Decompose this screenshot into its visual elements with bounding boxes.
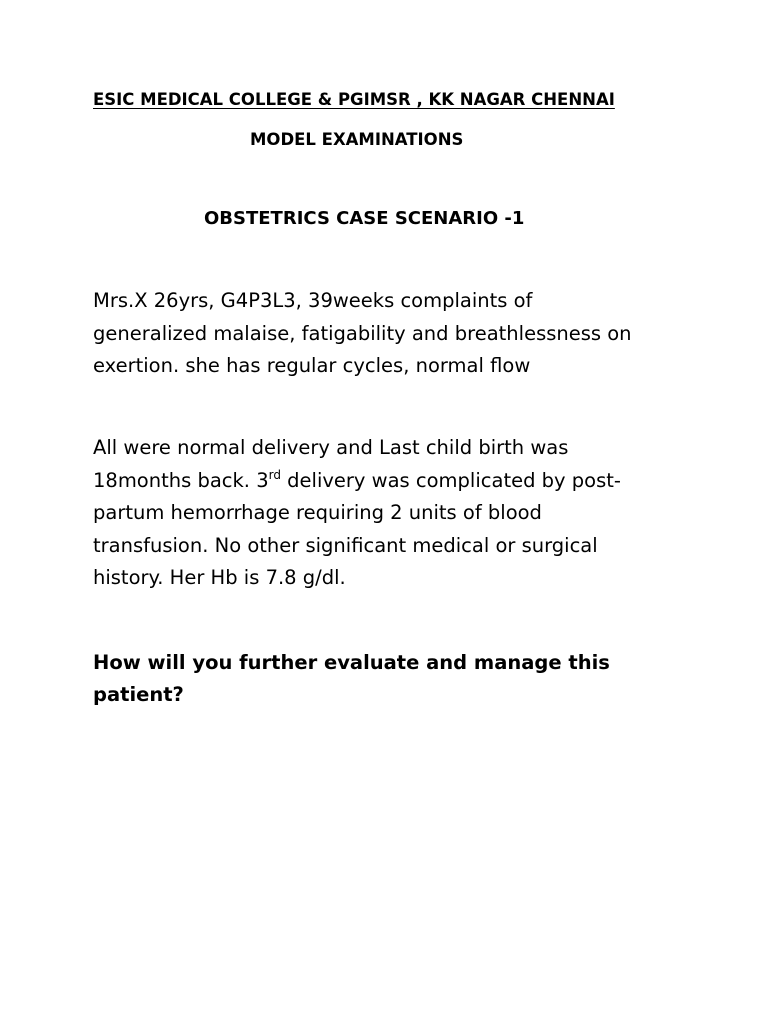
obstetric-history-text: 18months back. 3	[93, 468, 269, 492]
obstetric-history-line: transfusion. No other significant medical or surgical	[93, 533, 598, 557]
obstetric-history-paragraph	[93, 432, 683, 595]
institution-heading: ESIC MEDICAL COLLEGE & PGIMSR , KK NAGAR CHENNAI	[93, 90, 615, 109]
ordinal-superscript: rd	[268, 467, 281, 482]
case-history-line: exertion. she has regular cycles, normal flow	[93, 354, 531, 377]
exam-question	[93, 647, 653, 711]
case-history-line: Mrs.X 26yrs, G4P3L3, 39weeks complaints of	[93, 289, 533, 312]
case-history-paragraph	[93, 285, 683, 383]
case-scenario-title: OBSTETRICS CASE SCENARIO -1	[204, 208, 525, 229]
obstetric-history-line	[93, 465, 683, 498]
exam-title: MODEL EXAMINATIONS	[250, 130, 464, 149]
obstetric-history-line: partum hemorrhage requiring 2 units of blood	[93, 501, 542, 524]
exam-question-line: patient?	[93, 683, 184, 706]
obstetric-history-text: delivery was complicated by post-	[280, 468, 621, 492]
obstetric-history-line: history. Her Hb is 7.8 g/dl.	[93, 566, 346, 589]
obstetric-history-line: All were normal delivery and Last child birth was	[93, 436, 569, 459]
case-history-line: generalized malaise, fatigability and breathlessness on	[93, 321, 632, 345]
exam-question-line: How will you further evaluate and manage this	[93, 651, 610, 674]
